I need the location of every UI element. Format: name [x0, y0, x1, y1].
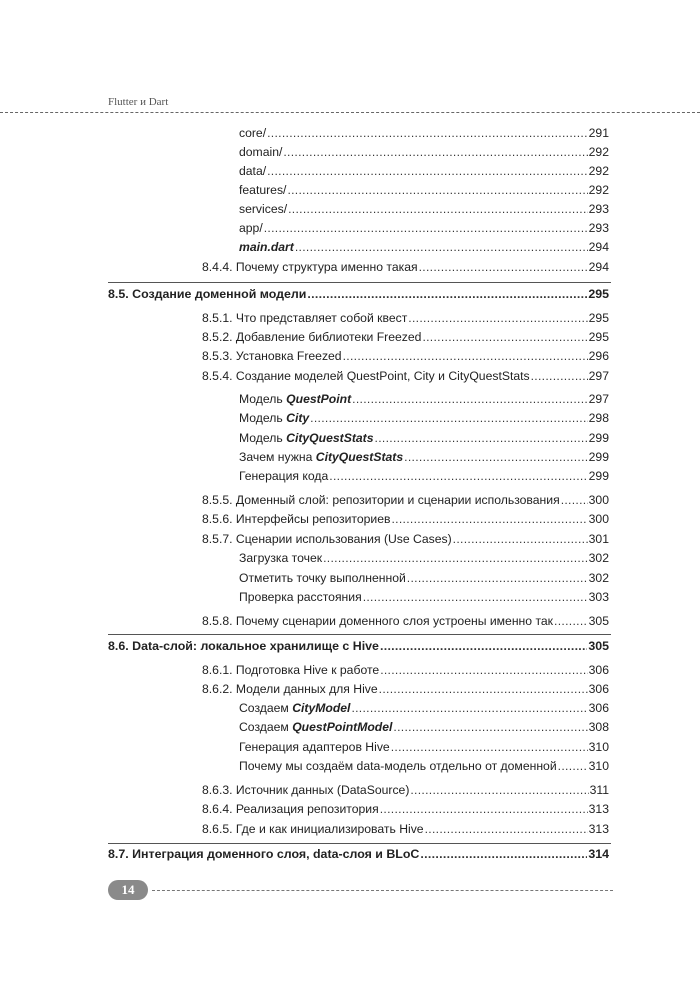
toc-entry[interactable] — [239, 124, 609, 142]
toc-entry[interactable] — [202, 530, 609, 548]
page-footer — [108, 880, 613, 902]
toc-entry-title: Загрузка точек — [239, 551, 323, 565]
toc-entry[interactable] — [239, 588, 609, 606]
toc-entry-prefix: Создаем — [239, 720, 293, 734]
toc-entry[interactable] — [202, 510, 609, 528]
toc-entry-page: 310 — [588, 740, 609, 754]
toc-entry-number: 8.5.8. — [202, 614, 233, 628]
toc-entry[interactable] — [239, 390, 609, 408]
toc-entry-emphasis: QuestPointModel — [292, 720, 393, 734]
header-rule — [0, 112, 700, 113]
toc-entry-number: 8.5.6. — [202, 512, 233, 526]
toc-section-title: Интеграция доменного слоя, data-слоя и BLoC — [132, 847, 420, 861]
toc-entry-title: Сценарии использования (Use Cases) — [235, 532, 452, 546]
toc-entry-page: 292 — [588, 164, 609, 178]
toc-entry-page: 300 — [588, 493, 609, 507]
toc-entry-page: 292 — [588, 183, 609, 197]
toc-entry-title: Почему сценарии доменного слоя устроены именно так — [235, 614, 554, 628]
toc-entry-page: 299 — [588, 450, 609, 464]
toc-entry-title: Реализация репозитория — [235, 802, 379, 816]
toc-entry-page: 292 — [588, 145, 609, 159]
toc-section[interactable] — [108, 845, 609, 863]
toc-entry-title: Отметить точку выполненной — [239, 571, 406, 585]
footer-rule — [152, 890, 613, 891]
toc-entry-page: 306 — [588, 663, 609, 677]
toc-entry-number: 8.5.1. — [202, 311, 233, 325]
toc-entry-page: 291 — [588, 126, 609, 140]
toc-entry[interactable] — [239, 200, 609, 218]
toc-entry-number: 8.6.4. — [202, 802, 233, 816]
toc-entry[interactable] — [239, 162, 609, 180]
toc-section-page: 314 — [588, 847, 609, 861]
toc-entry-title: Почему мы создаём data-модель отдельно от доменной — [239, 759, 557, 773]
toc-entry-title: Источник данных (DataSource) — [235, 783, 410, 797]
toc-entry-number: 8.5.4. — [202, 369, 233, 383]
section-separator — [108, 843, 611, 844]
toc-entry-title: Почему структура именно такая — [235, 260, 418, 274]
toc-entry-prefix: Модель — [239, 411, 287, 425]
toc-section-number: 8.7. — [108, 847, 129, 861]
toc-entry-title: Интерфейсы репозиториев — [235, 512, 391, 526]
toc-entry[interactable] — [202, 820, 609, 838]
toc-section-number: 8.6. — [108, 639, 129, 653]
toc-section-page: 295 — [588, 287, 609, 301]
toc-entry[interactable] — [202, 309, 609, 327]
toc-entry-title: Доменный слой: репозитории и сценарии использования — [235, 493, 560, 507]
toc-entry[interactable] — [239, 181, 609, 199]
toc-entry-prefix: Зачем нужна — [239, 450, 316, 464]
toc-entry-page: 297 — [588, 392, 609, 406]
toc-section-title: Data-слой: локальное хранилище с Hive — [132, 639, 379, 653]
toc-entry[interactable] — [239, 738, 609, 756]
toc-entry-page: 298 — [588, 411, 609, 425]
toc-entry-prefix: Создаем — [239, 701, 293, 715]
toc-section-page: 305 — [588, 639, 609, 653]
toc-entry-page: 301 — [588, 532, 609, 546]
toc-entry-prefix: Модель — [239, 392, 287, 406]
toc-entry-emphasis: CityQuestStats — [315, 450, 404, 464]
toc-entry[interactable] — [202, 800, 609, 818]
toc-entry[interactable] — [202, 367, 609, 385]
toc-entry-title: Генерация кода — [239, 469, 329, 483]
toc-entry[interactable] — [239, 757, 609, 775]
toc-entry-number: 8.6.1. — [202, 663, 233, 677]
toc-entry[interactable] — [202, 258, 609, 276]
toc-entry-number: 8.6.5. — [202, 822, 233, 836]
toc-entry[interactable] — [239, 467, 609, 485]
toc-entry[interactable] — [239, 409, 609, 427]
toc-entry-page: 306 — [588, 701, 609, 715]
toc-entry-page: 299 — [588, 469, 609, 483]
toc-entry-page: 300 — [588, 512, 609, 526]
toc-entry-number: 8.5.3. — [202, 349, 233, 363]
toc-entry[interactable] — [239, 143, 609, 161]
toc-entry-title: Установка Freezed — [235, 349, 342, 363]
toc-entry-title: Где и как инициализировать Hive — [235, 822, 424, 836]
toc-entry-number: 8.5.7. — [202, 532, 233, 546]
toc-entry-title: features/ — [239, 183, 287, 197]
toc-entry-page: 295 — [588, 311, 609, 325]
running-head: Flutter и Dart — [108, 96, 169, 108]
toc-entry[interactable] — [202, 347, 609, 365]
toc-entry-page: 295 — [588, 330, 609, 344]
toc-section-title: Создание доменной модели — [132, 287, 307, 301]
toc-section[interactable] — [108, 285, 609, 303]
toc-entry-title: services/ — [239, 202, 288, 216]
toc-entry[interactable] — [239, 448, 609, 466]
toc-entry-title: data/ — [239, 164, 267, 178]
toc-entry[interactable] — [239, 429, 609, 447]
toc-entry-title: Подготовка Hive к работе — [235, 663, 380, 677]
toc-entry-title: Модели данных для Hive — [235, 682, 378, 696]
toc-entry-page: 302 — [588, 551, 609, 565]
toc-entry-emphasis: CityModel — [292, 701, 351, 715]
toc-entry-number: 8.5.2. — [202, 330, 233, 344]
toc-entry-prefix: Модель — [239, 431, 287, 445]
section-separator — [108, 634, 611, 635]
toc-entry-page: 306 — [588, 682, 609, 696]
toc-entry[interactable] — [202, 781, 609, 799]
toc-entry-page: 313 — [588, 822, 609, 836]
toc-entry-number: 8.4.4. — [202, 260, 233, 274]
toc-entry-title: Что представляет собой квест — [235, 311, 408, 325]
toc-entry[interactable] — [239, 549, 609, 567]
toc-entry-title: domain/ — [239, 145, 283, 159]
toc-entry-title: Генерация адаптеров Hive — [239, 740, 390, 754]
toc-entry[interactable] — [239, 718, 609, 736]
toc-entry-title: Добавление библиотеки Freezed — [235, 330, 422, 344]
toc-entry-page: 294 — [588, 240, 609, 254]
toc-entry-page: 310 — [588, 759, 609, 773]
toc-entry-page: 293 — [588, 202, 609, 216]
toc-entry[interactable] — [239, 569, 609, 587]
section-separator — [108, 282, 611, 283]
toc-entry-page: 305 — [588, 614, 609, 628]
toc-entry[interactable] — [239, 219, 609, 237]
toc-entry-emphasis: QuestPoint — [286, 392, 352, 406]
toc-entry-page: 294 — [588, 260, 609, 274]
toc-entry-title: Проверка расстояния — [239, 590, 362, 604]
toc-entry-title: main.dart — [239, 240, 294, 254]
toc-entry-page: 308 — [588, 720, 609, 734]
toc-section-number: 8.5. — [108, 287, 129, 301]
toc-entry-title: core/ — [239, 126, 267, 140]
toc-section[interactable] — [108, 637, 609, 655]
toc-entry[interactable] — [239, 238, 609, 256]
toc-entry-page: 297 — [588, 369, 609, 383]
toc-entry-page: 311 — [589, 783, 609, 797]
toc-entry-page: 296 — [588, 349, 609, 363]
page-number-badge: 14 — [108, 880, 148, 900]
toc-entry-emphasis: City — [286, 411, 310, 425]
toc-entry[interactable] — [202, 491, 609, 509]
toc-entry-number: 8.6.2. — [202, 682, 233, 696]
toc-entry-number: 8.5.5. — [202, 493, 233, 507]
toc-entry-page: 302 — [588, 571, 609, 585]
toc-entry-number: 8.6.3. — [202, 783, 233, 797]
toc-entry[interactable] — [202, 661, 609, 679]
toc-entry[interactable] — [202, 328, 609, 346]
toc-entry-emphasis: CityQuestStats — [286, 431, 374, 445]
toc-entry[interactable] — [239, 699, 609, 717]
toc-entry-title: Создание моделей QuestPoint, City и CityQuestStats — [235, 369, 530, 383]
toc-entry[interactable] — [202, 680, 609, 698]
toc-entry-page: 313 — [588, 802, 609, 816]
toc-entry-title: app/ — [239, 221, 263, 235]
toc-entry-page: 299 — [588, 431, 609, 445]
toc-entry-page: 303 — [588, 590, 609, 604]
toc-entry-page: 293 — [588, 221, 609, 235]
toc-entry[interactable] — [202, 612, 609, 630]
